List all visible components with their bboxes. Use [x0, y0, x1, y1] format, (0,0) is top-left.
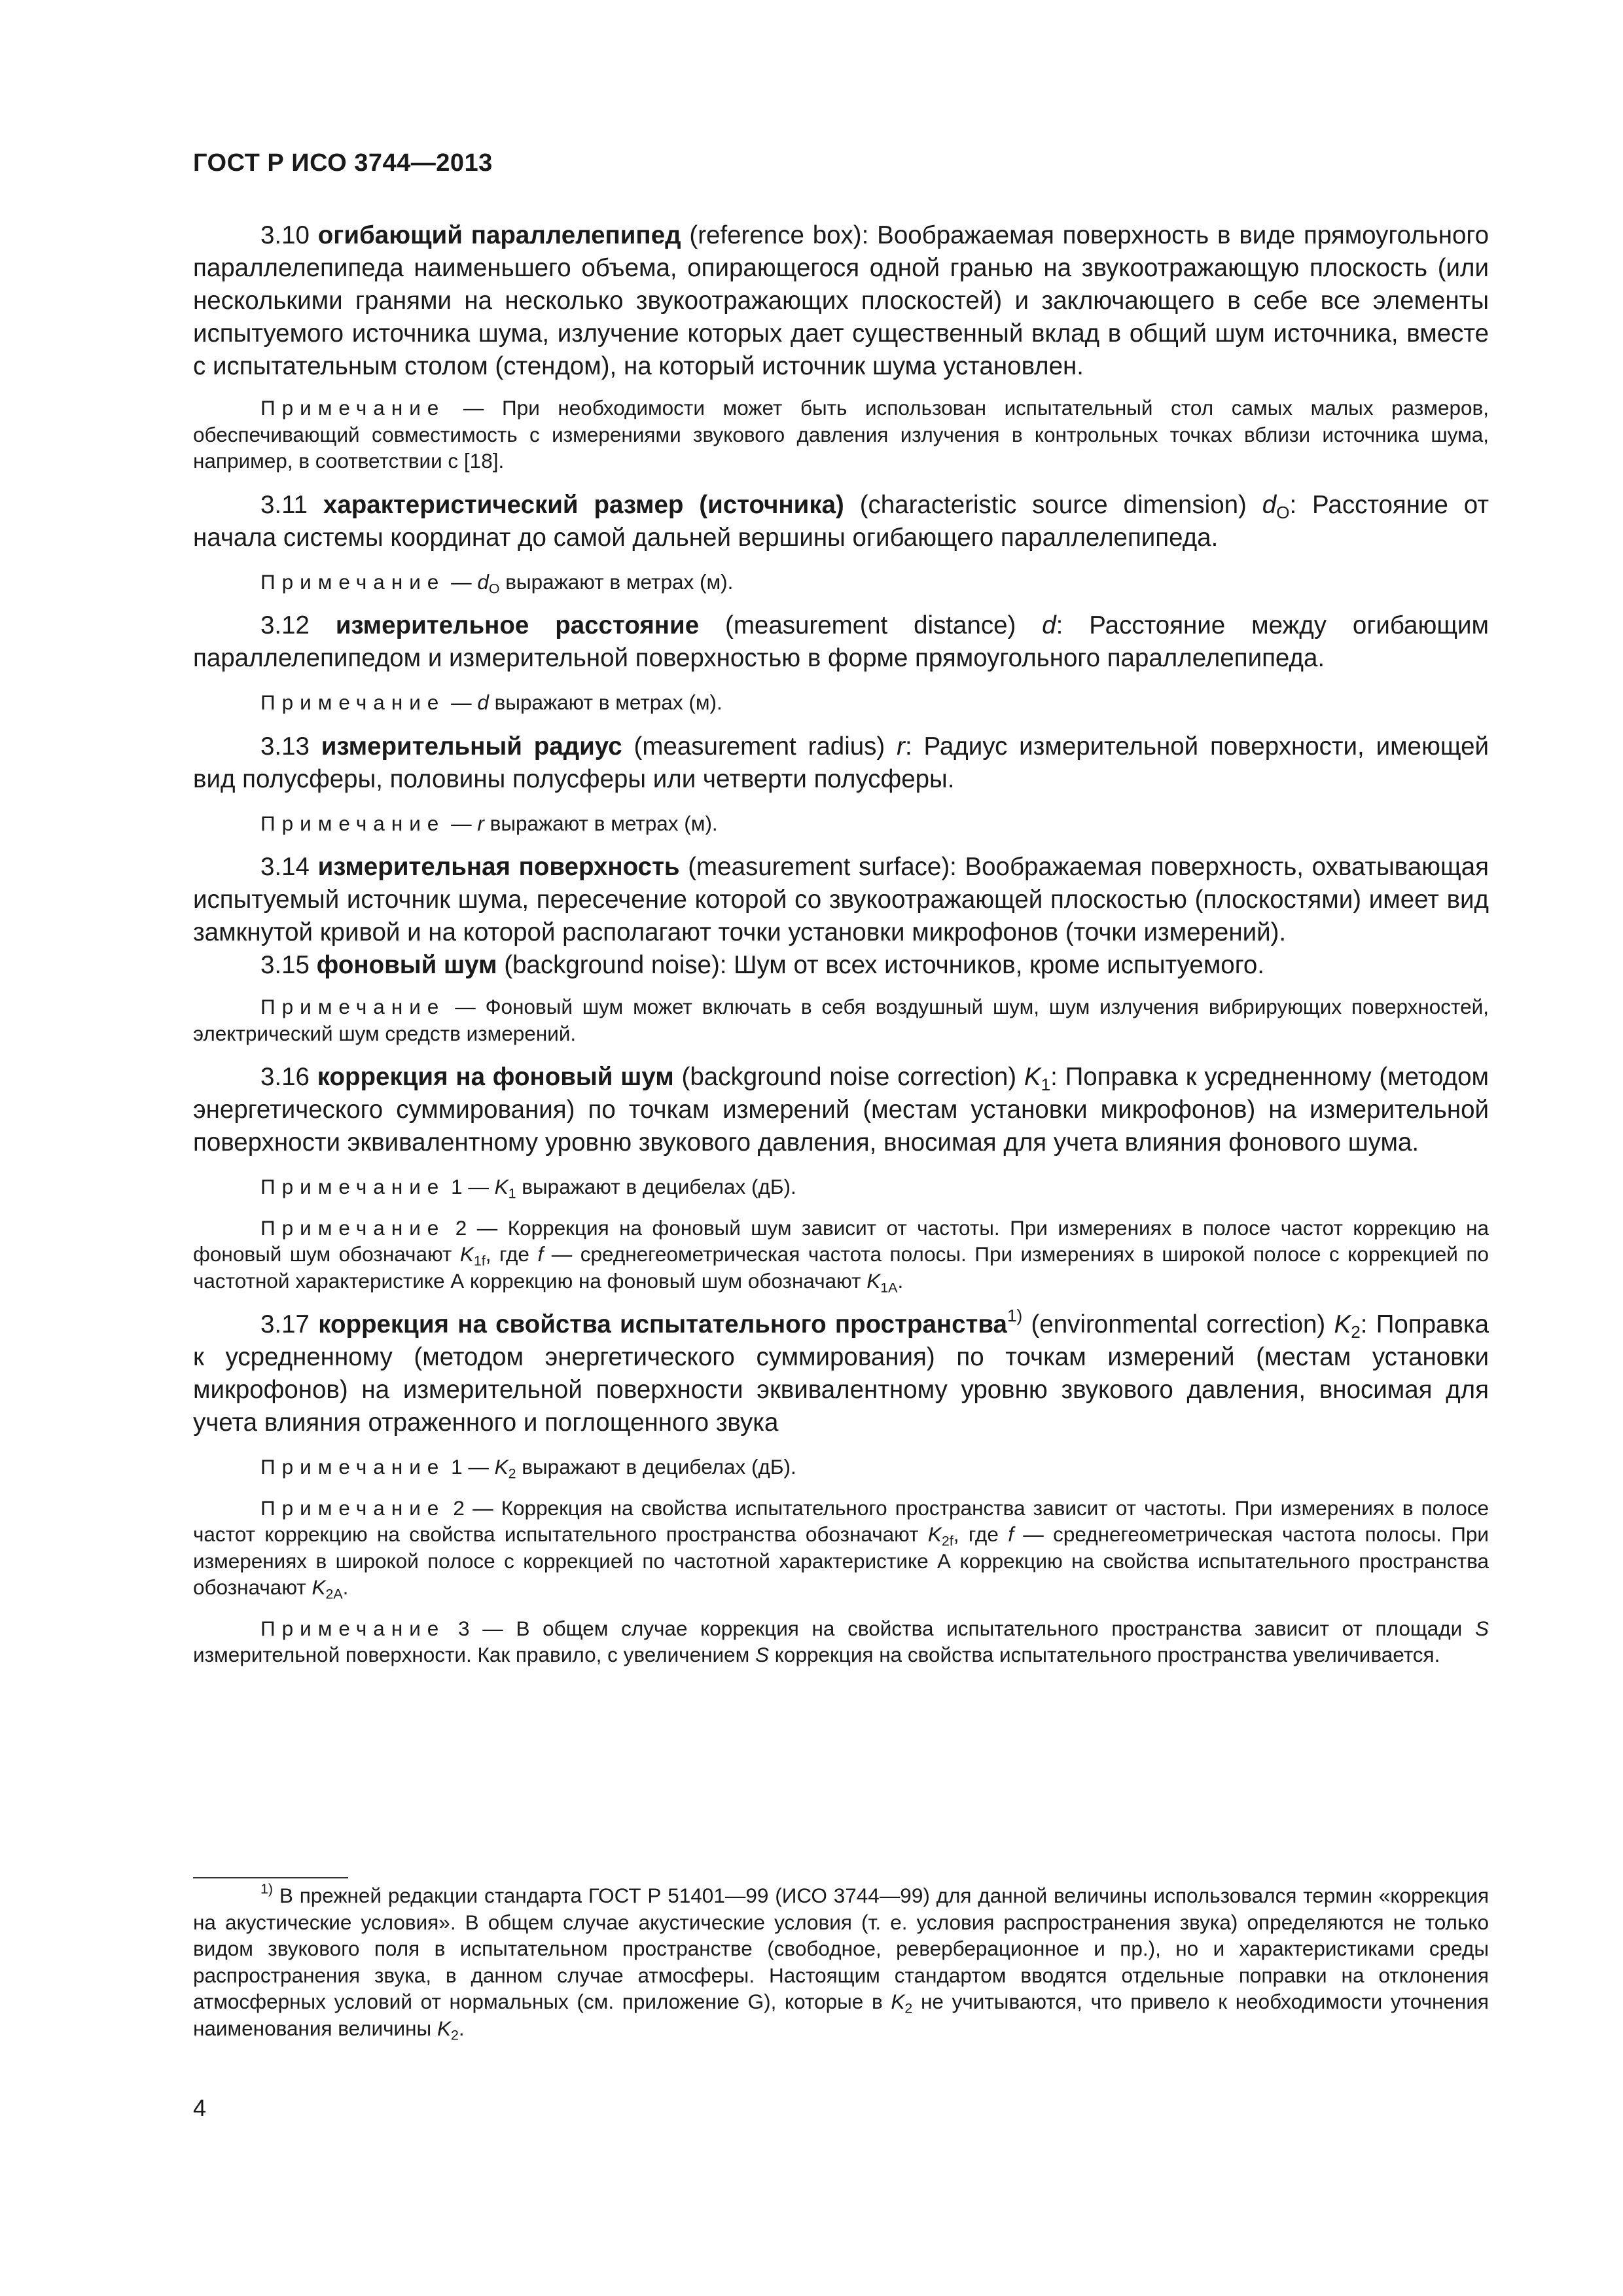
- term-name: измерительное расстояние: [335, 611, 700, 639]
- term-definition: : Поправка к усредненному (методом энергетического суммирования) по точкам измерений (местам установки микрофонов) на измерительной поверхности эквивалентному уровню звукового давления, вносимая для учета влияния фонового шума.: [193, 1063, 1489, 1157]
- symbol: S: [755, 1643, 770, 1666]
- note-3-17-2: [193, 1495, 1489, 1601]
- symbol: f: [1008, 1522, 1014, 1546]
- term-3-16: [193, 1061, 1489, 1159]
- term-definition: : Расстояние между огибающим параллелепипедом и измерительной поверхностью в форме прямоугольного параллелепипеда.: [193, 611, 1489, 672]
- symbol: d: [477, 691, 489, 714]
- note-dash: —: [462, 1175, 495, 1198]
- term-number: 3.12: [260, 611, 336, 639]
- note-3-13: [193, 810, 1489, 837]
- note-number: 1: [445, 1175, 463, 1198]
- term-number: 3.15: [260, 951, 317, 979]
- term-english: (environmental correction): [1022, 1310, 1334, 1338]
- term-number: 3.11: [260, 490, 323, 519]
- footnote: [193, 1882, 1489, 2041]
- page-number: 4: [193, 2094, 207, 2121]
- footnote-mark: 1): [260, 1881, 274, 1897]
- symbol: K: [459, 1242, 474, 1266]
- symbol-subscript: 2: [1351, 1321, 1361, 1342]
- note-text: выражают в децибелах (дБ).: [516, 1455, 796, 1479]
- note-text: В общем случае коррекция на свойства испытательного пространства зависит от площади: [516, 1616, 1475, 1640]
- term-name: измерительная поверхность: [317, 853, 680, 881]
- term-3-13: [193, 730, 1489, 796]
- footnote-reference[interactable]: 1): [1007, 1305, 1023, 1325]
- note-text: выражают в метрах (м).: [499, 569, 734, 594]
- note-label: Примечание: [260, 1175, 446, 1198]
- note-label: Примечание: [260, 396, 446, 420]
- term-3-10: [193, 219, 1489, 383]
- symbol: K: [494, 1455, 508, 1479]
- term-number: 3.13: [260, 732, 321, 761]
- term-3-15: [193, 949, 1489, 982]
- term-number: 3.17: [260, 1310, 319, 1338]
- note-text: .: [897, 1268, 904, 1293]
- note-3-17-3: [193, 1615, 1489, 1668]
- symbol-subscript: 1: [508, 1185, 516, 1202]
- note-text: измерительной поверхности. Как правило, с увеличением: [193, 1643, 756, 1666]
- term-3-12: [193, 609, 1489, 675]
- note-label: Примечание: [260, 995, 446, 1018]
- note-3-11: [193, 569, 1489, 596]
- term-3-11: [193, 489, 1489, 554]
- note-3-15: [193, 994, 1489, 1047]
- term-name: коррекция на свойства испытательного пространства: [318, 1310, 1007, 1338]
- note-text: .: [342, 1575, 349, 1599]
- term-name: коррекция на фоновый шум: [317, 1063, 674, 1091]
- term-english: (background noise correction): [673, 1063, 1024, 1091]
- term-name: характеристический размер (источника): [323, 490, 844, 519]
- symbol-subscript: O: [1276, 502, 1290, 522]
- note-label: Примечание: [260, 1496, 446, 1520]
- symbol-subscript: 2: [450, 2026, 459, 2043]
- symbol: K: [1334, 1310, 1351, 1338]
- symbol: K: [437, 2016, 451, 2040]
- note-text: — среднегеометрическая частота полосы. При измерениях в широкой полосе с коррекцией по частотной характеристике А коррекцию на фоновый шум обозначают: [193, 1242, 1489, 1293]
- note-dash: —: [445, 995, 486, 1018]
- term-name: измерительный радиус: [321, 732, 622, 761]
- note-dash: —: [445, 569, 478, 594]
- symbol: f: [537, 1242, 544, 1266]
- note-3-12: [193, 689, 1489, 716]
- note-text: выражают в метрах (м).: [484, 811, 718, 835]
- note-text: Фоновый шум может включать в себя воздушный шум, шум излучения вибрирующих поверхностей, электрический шум средств измерений.: [193, 995, 1489, 1045]
- term-number: 3.14: [260, 853, 318, 881]
- term-number: 3.16: [260, 1063, 317, 1091]
- note-3-10: [193, 395, 1489, 475]
- symbol: r: [477, 811, 484, 835]
- note-dash: —: [469, 1616, 516, 1640]
- definitions-section: [193, 219, 1489, 1668]
- page-header-standard-title: ГОСТ Р ИСО 3744—2013: [193, 149, 493, 177]
- note-label: Примечание: [260, 1616, 446, 1640]
- footnote-text: В прежней редакции стандарта ГОСТ Р 51401—99 (ИСО 3744—99) для данной величины использовался термин «коррекция на акустические условия». В общем случае акустические условия (т. е. условия распространения звука) определяются не только видом звукового поля в испытательном пространстве (свободное, реверберационное и пр.), но и характеристиками среды распространения звука, в данном случае атмосферы. Настоящим стандартом вводятся отдельные поправки на отклонения атмосферных условий от нормальных (см. приложение G), которые в: [193, 1884, 1489, 2013]
- symbol: K: [866, 1268, 881, 1293]
- term-english: (measurement distance): [699, 611, 1043, 639]
- term-definition: (reference box): Воображаемая поверхность в виде прямоугольного параллелепипеда наименьшего объема, опирающегося одной гранью на звукоотражающую плоскость (или несколькими гранями на несколько звукоотражающих плоскостей) и заключающего в себе все элементы испытуемого источника шума, излучение которых дает существенный вклад в общий шум источника, вместе с испытательным столом (стендом), на который источник шума установлен.: [193, 221, 1489, 380]
- footnote-divider: [193, 1877, 348, 1878]
- symbol: K: [1024, 1063, 1041, 1091]
- note-dash: —: [445, 396, 503, 420]
- note-3-17-1: [193, 1454, 1489, 1480]
- footnote-text: не учитываются, что привело к необходимости уточнения наименования величины: [193, 1990, 1489, 2040]
- term-definition: (measurement surface): Воображаемая поверхность, охватывающая испытуемый источник шума, пересечение которой со звукоотражающей плоскостью (плоскостями) имеет вид замкнутой кривой и на которой располагают точки установки микрофонов (точки измерений).: [193, 853, 1489, 946]
- symbol: K: [494, 1175, 508, 1198]
- note-dash: —: [462, 1455, 495, 1479]
- symbol-subscript: 1f: [473, 1253, 486, 1269]
- note-text: , где: [485, 1242, 538, 1266]
- note-text: Коррекция на фоновый шум зависит от частоты. При измерениях в полосе частот коррекцию на фоновый шум обозначают: [193, 1215, 1489, 1266]
- symbol: K: [312, 1575, 326, 1599]
- note-label: Примечание: [260, 1455, 446, 1479]
- footnote-text: .: [458, 2016, 465, 2040]
- note-dash: —: [464, 1496, 501, 1520]
- symbol: d: [1262, 490, 1277, 519]
- note-label: Примечание: [260, 691, 446, 714]
- note-number: 2: [445, 1496, 465, 1520]
- symbol-subscript: O: [488, 580, 500, 596]
- note-text: Коррекция на свойства испытательного пространства зависит от частоты. При измерениях в полосе частот коррекцию на свойства испытательного пространства обозначают: [193, 1496, 1489, 1546]
- note-text: — среднегеометрическая частота полосы. При измерениях в широкой полосе с коррекцией по частотной характеристике А коррекцию на свойства испытательного пространства обозначают: [193, 1522, 1489, 1599]
- symbol: K: [927, 1522, 942, 1546]
- note-number: 1: [445, 1455, 463, 1479]
- symbol: S: [1474, 1616, 1489, 1640]
- note-text: При необходимости может быть использован испытательный стол самых малых размеров, обеспечивающий совместимость с измерениями звукового давления излучения в контрольных точках вблизи источника шума, например, в соответствии с [18].: [193, 396, 1489, 473]
- term-english: (characteristic source dimension): [844, 490, 1262, 519]
- term-english: (measurement radius): [622, 732, 897, 761]
- note-dash: —: [467, 1215, 508, 1240]
- symbol: d: [1042, 611, 1056, 639]
- symbol-subscript: 2: [904, 2000, 913, 2017]
- term-3-17: [193, 1305, 1489, 1439]
- term-name: огибающий параллелепипед: [317, 221, 681, 249]
- symbol: d: [477, 569, 489, 594]
- note-label: Примечание: [260, 1215, 446, 1240]
- note-dash: —: [445, 691, 478, 714]
- note-dash: —: [445, 811, 478, 835]
- term-definition: : Расстояние от начала системы координат до самой дальней вершины огибающего параллелепипеда.: [193, 490, 1489, 552]
- note-3-16-2: [193, 1215, 1489, 1295]
- symbol: r: [897, 732, 905, 761]
- term-name: фоновый шум: [316, 951, 497, 979]
- term-definition: : Радиус измерительной поверхности, имеющей вид полусферы, половины полусферы или четверти полусферы.: [193, 732, 1489, 793]
- symbol: K: [891, 1990, 905, 2013]
- term-definition: (background noise): Шум от всех источников, кроме испытуемого.: [497, 951, 1265, 979]
- symbol-subscript: 2: [508, 1465, 516, 1482]
- term-3-14: [193, 851, 1489, 949]
- term-definition: : Поправка к усредненному (методом энергетического суммирования) по точкам измерений (местам установки микрофонов) на измерительной поверхности эквивалентному уровню звукового давления, вносимая для учета влияния отраженного и поглощенного звука: [193, 1310, 1489, 1437]
- note-text: выражают в метрах (м).: [488, 691, 722, 714]
- note-text: , где: [953, 1522, 1008, 1546]
- note-3-16-1: [193, 1174, 1489, 1200]
- term-number: 3.10: [260, 221, 318, 249]
- symbol-subscript: 1: [1041, 1074, 1051, 1094]
- symbol-subscript: 1A: [880, 1279, 898, 1295]
- symbol-subscript: 2f: [941, 1533, 954, 1549]
- note-number: 2: [445, 1215, 467, 1240]
- note-text: коррекция на свойства испытательного пространства увеличивается.: [769, 1643, 1440, 1666]
- note-label: Примечание: [260, 569, 446, 594]
- note-label: Примечание: [260, 811, 446, 835]
- symbol-subscript: 2A: [325, 1586, 343, 1602]
- note-number: 3: [445, 1616, 470, 1640]
- note-text: выражают в децибелах (дБ).: [516, 1175, 796, 1198]
